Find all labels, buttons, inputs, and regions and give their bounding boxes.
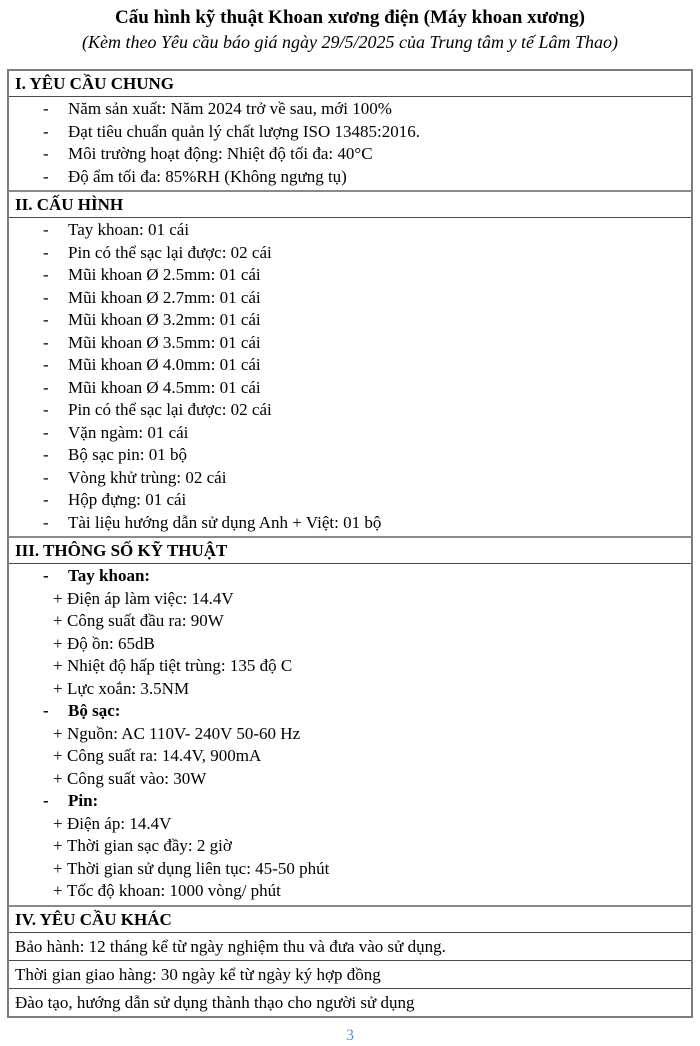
- spec-item: [9, 835, 687, 858]
- spec-table: [7, 69, 693, 1018]
- item-bullet: +: [53, 836, 63, 855]
- document-title: Cấu hình kỹ thuật Khoan xương điện (Máy khoan xương): [115, 7, 585, 28]
- spec-item: [9, 309, 687, 332]
- item-bullet: +: [53, 813, 63, 833]
- item-bullet: -: [43, 355, 49, 374]
- item-bullet: -: [43, 287, 49, 307]
- item-text: Môi trường hoạt động: Nhiệt độ tối đa: 40°C: [68, 144, 373, 163]
- item-bullet: -: [43, 701, 49, 720]
- item-bullet: -: [43, 467, 49, 487]
- spec-item: [9, 723, 687, 746]
- item-bullet: +: [53, 678, 63, 698]
- item-bullet: -: [43, 566, 49, 585]
- item-bullet: +: [53, 611, 63, 630]
- spec-item: [9, 354, 687, 377]
- spec-item: [9, 745, 687, 768]
- item-text: Mũi khoan Ø 2.5mm: 01 cái: [68, 265, 261, 284]
- spec-item: [9, 98, 687, 121]
- spec-item: [9, 422, 687, 445]
- item-bullet: -: [43, 310, 49, 329]
- spec-item: [9, 790, 687, 813]
- item-text: Điện áp làm việc: 14.4V: [67, 588, 234, 608]
- item-bullet: -: [43, 445, 49, 464]
- section-content: [9, 563, 691, 905]
- item-text: Tài liệu hướng dẫn sử dụng Anh + Việt: 01 bộ: [68, 512, 382, 532]
- item-bullet: +: [53, 656, 63, 675]
- spec-item: [9, 467, 687, 490]
- document-subtitle: (Kèm theo Yêu cầu báo giá ngày 29/5/2025 của Trung tâm y tế Lâm Thao): [82, 32, 618, 52]
- item-text: Vòng khử trùng: 02 cái: [68, 467, 227, 487]
- spec-item: [9, 588, 687, 611]
- spec-item: [9, 512, 687, 535]
- item-text: Thời gian sử dụng liên tục: 45-50 phút: [67, 858, 330, 878]
- item-text: Đạt tiêu chuẩn quản lý chất lượng ISO 13485:2016.: [68, 121, 421, 141]
- spec-item: [9, 219, 687, 242]
- item-text: Pin:: [68, 791, 99, 810]
- spec-item: [9, 633, 687, 656]
- spec-item: [9, 489, 687, 512]
- item-text: Độ ồn: 65dB: [67, 633, 155, 653]
- item-text: Công suất đầu ra: 90W: [67, 611, 224, 630]
- item-text: Công suất ra: 14.4V, 900mA: [67, 746, 262, 765]
- spec-item: [9, 813, 687, 836]
- section-header: I. YÊU CẦU CHUNG: [15, 74, 174, 93]
- item-text: Công suất vào: 30W: [67, 768, 207, 788]
- spec-item: [9, 399, 687, 422]
- item-text: Bộ sạc:: [68, 701, 121, 720]
- item-bullet: -: [43, 377, 49, 397]
- section-content: [9, 217, 691, 536]
- spec-item: [9, 610, 687, 633]
- spec-item: [9, 858, 687, 881]
- spec-item: [9, 678, 687, 701]
- item-text: Lực xoắn: 3.5NM: [67, 678, 190, 698]
- spec-item: [9, 655, 687, 678]
- item-text: Mũi khoan Ø 2.7mm: 01 cái: [68, 287, 261, 307]
- spec-item: [9, 166, 687, 189]
- spec-item: [9, 768, 687, 791]
- item-bullet: -: [43, 490, 49, 509]
- spec-item: [9, 143, 687, 166]
- section-header: IV. YÊU CẦU KHÁC: [9, 905, 691, 932]
- item-bullet: -: [43, 220, 49, 239]
- item-text: Mũi khoan Ø 4.0mm: 01 cái: [68, 355, 261, 374]
- item-text: Thời gian sạc đầy: 2 giờ: [67, 836, 232, 855]
- item-text: Mũi khoan Ø 3.5mm: 01 cái: [68, 332, 261, 352]
- item-bullet: -: [43, 144, 49, 163]
- item-bullet: -: [43, 121, 49, 141]
- item-bullet: -: [43, 99, 49, 118]
- item-text: Năm sản xuất: Năm 2024 trở về sau, mới 100%: [68, 99, 392, 118]
- item-bullet: +: [53, 633, 63, 653]
- item-bullet: +: [53, 746, 63, 765]
- page-number: 3: [346, 1026, 354, 1044]
- item-bullet: -: [43, 512, 49, 532]
- item-text: Điện áp: 14.4V: [67, 813, 172, 833]
- spec-item: [9, 332, 687, 355]
- item-bullet: -: [43, 265, 49, 284]
- item-bullet: -: [43, 400, 49, 419]
- item-bullet: +: [53, 723, 63, 743]
- item-bullet: -: [43, 332, 49, 352]
- item-text: Pin có thể sạc lại được: 02 cái: [68, 242, 272, 262]
- section-content: [9, 96, 691, 190]
- spec-item: [9, 121, 687, 144]
- item-bullet: -: [43, 242, 49, 262]
- item-bullet: -: [43, 422, 49, 442]
- item-text: Mũi khoan Ø 4.5mm: 01 cái: [68, 377, 261, 397]
- spec-item: [9, 565, 687, 588]
- item-text: Bộ sạc pin: 01 bộ: [68, 445, 187, 464]
- spec-item: [9, 700, 687, 723]
- spec-item: [9, 444, 687, 467]
- item-text: Tốc độ khoan: 1000 vòng/ phút: [67, 881, 281, 900]
- item-text: Hộp đựng: 01 cái: [68, 490, 187, 509]
- item-bullet: +: [53, 858, 63, 878]
- item-text: Tay khoan:: [68, 566, 151, 585]
- item-bullet: +: [53, 588, 63, 608]
- footer-row: Thời gian giao hàng: 30 ngày kể từ ngày ký hợp đồng: [9, 960, 691, 988]
- section-header: II. CẤU HÌNH: [9, 190, 691, 217]
- footer-row: Bảo hành: 12 tháng kể từ ngày nghiệm thu và đưa vào sử dụng.: [9, 932, 691, 960]
- item-text: Nguồn: AC 110V- 240V 50-60 Hz: [67, 723, 301, 743]
- item-bullet: +: [53, 881, 63, 900]
- spec-item: [9, 264, 687, 287]
- item-text: Vặn ngàm: 01 cái: [68, 422, 189, 442]
- item-text: Nhiệt độ hấp tiệt trùng: 135 độ C: [67, 656, 293, 675]
- spec-item: [9, 242, 687, 265]
- section-header: III. THÔNG SỐ KỸ THUẬT: [9, 536, 691, 563]
- item-text: Pin có thể sạc lại được: 02 cái: [68, 400, 272, 419]
- item-bullet: -: [43, 791, 49, 810]
- item-text: Tay khoan: 01 cái: [68, 220, 190, 239]
- item-bullet: -: [43, 166, 49, 186]
- spec-item: [9, 287, 687, 310]
- spec-item: [9, 880, 687, 903]
- item-bullet: +: [53, 768, 63, 788]
- item-text: Mũi khoan Ø 3.2mm: 01 cái: [68, 310, 261, 329]
- footer-row: Đào tạo, hướng dẫn sử dụng thành thạo cho người sử dụng: [9, 988, 691, 1016]
- spec-item: [9, 377, 687, 400]
- item-text: Độ ẩm tối đa: 85%RH (Không ngưng tụ): [68, 166, 347, 186]
